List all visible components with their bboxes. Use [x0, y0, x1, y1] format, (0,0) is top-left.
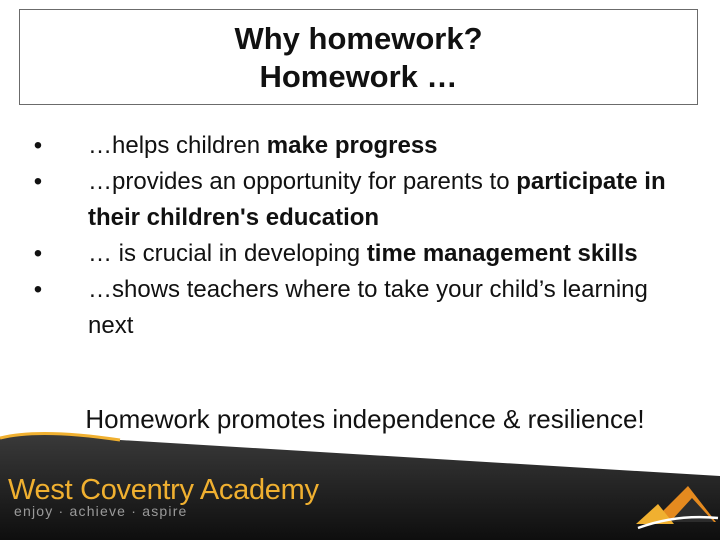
bullet-item	[33, 164, 678, 236]
slide-title: Why homework?	[234, 21, 483, 56]
bullet-item	[33, 128, 678, 164]
mountain-peaks-logo-icon	[630, 474, 720, 534]
tagline: Homework promotes independence & resilience!	[85, 404, 645, 434]
bullet-icon: •	[33, 276, 43, 303]
slide-title-box	[19, 9, 698, 105]
bullet-text: …shows teachers where to take your child’s learning next	[88, 276, 648, 339]
bullet-icon: •	[33, 168, 43, 195]
slide-subtitle: Homework …	[259, 59, 458, 94]
bullet-emphasis: make progress	[266, 132, 438, 159]
academy-brand: West Coventry Academy	[8, 474, 319, 506]
academy-motto: enjoy · achieve · aspire	[14, 503, 188, 519]
bullet-icon: •	[33, 132, 43, 159]
bullet-text: …provides an opportunity for parents to	[88, 168, 517, 195]
bullet-emphasis: participate in their children's education	[88, 168, 666, 231]
bullet-emphasis: time management skills	[366, 240, 638, 267]
bullet-item	[33, 272, 678, 344]
bullet-text: …helps children	[88, 132, 267, 159]
bullet-item	[33, 236, 678, 272]
bullet-text: … is crucial in developing	[88, 240, 367, 267]
bullet-list	[33, 128, 678, 344]
bullet-icon: •	[33, 240, 43, 267]
